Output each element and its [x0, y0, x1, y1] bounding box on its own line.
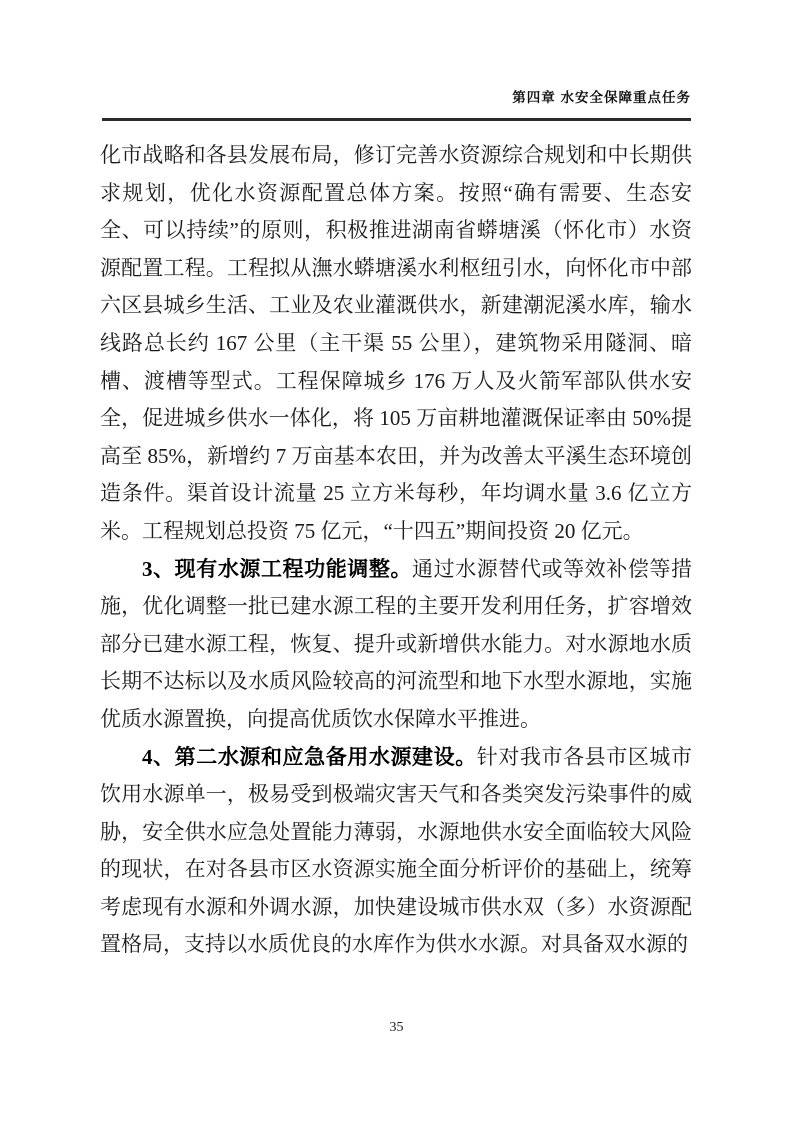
body-text-block — [100, 137, 692, 964]
paragraph-text: 化市战略和各县发展布局，修订完善水资源综合规划和中长期供求规划，优化水资源配置总体方案。按照“确有需要、生态安全、可以持续”的原则，积极推进湖南省蟒塘溪（怀化市）水资源配置工程。工程拟从潕水蟒塘溪水利枢纽引水，向怀化市中部六区县城乡生活、工业及农业灌溉供水，新建潮泥溪水库，输水线路总长约 167 公里（主干渠 55 公里），建筑物采用隧洞、暗槽、渡槽等型式。工程保障城乡 176 万人及火箭军部队供水安全，促进城乡供水一体化，将 105 万亩耕地灌溉保证率由 50%提高至 85%，新增约 7 万亩基本农田，并为改善太平溪生态环境创造条件。渠首设计流量 25 立方米每秒，年均调水量 3.6 亿立方米。工程规划总投资 75 亿元，“十四五”期间投资 20 亿元。 — [100, 143, 692, 543]
paragraph-item-4 — [100, 739, 692, 965]
paragraph-continuation — [100, 137, 692, 551]
paragraph-text: 通过水源替代或等效补偿等措施，优化调整一批已建水源工程的主要开发利用任务，扩容增效部分已建水源工程，恢复、提升或新增供水能力。对水源地水质长期不达标以及水质风险较高的河流型和地下水型水源地，实施优质水源置换，向提高优质饮水保障水平推进。 — [100, 556, 693, 731]
header-divider-rule — [102, 118, 691, 121]
paragraph-lead-heading: 3、现有水源工程功能调整。 — [142, 556, 413, 581]
running-header-chapter-title: 第四章 水安全保障重点任务 — [512, 90, 691, 105]
page-number: 35 — [389, 1020, 404, 1035]
paragraph-lead-heading: 4、第二水源和应急备用水源建设。 — [142, 744, 477, 769]
paragraph-item-3 — [100, 551, 692, 739]
paragraph-text: 针对我市各县市区城市饮用水源单一，极易受到极端灾害天气和各类突发污染事件的威胁，安全供水应急处置能力薄弱，水源地供水安全面临较大风险的现状，在对各县市区水资源实施全面分析评价的基础上，统筹考虑现有水源和外调水源，加快建设城市供水双（多）水资源配置格局，支持以水质优良的水库作为供水水源。对具备双水源的 — [100, 744, 693, 957]
